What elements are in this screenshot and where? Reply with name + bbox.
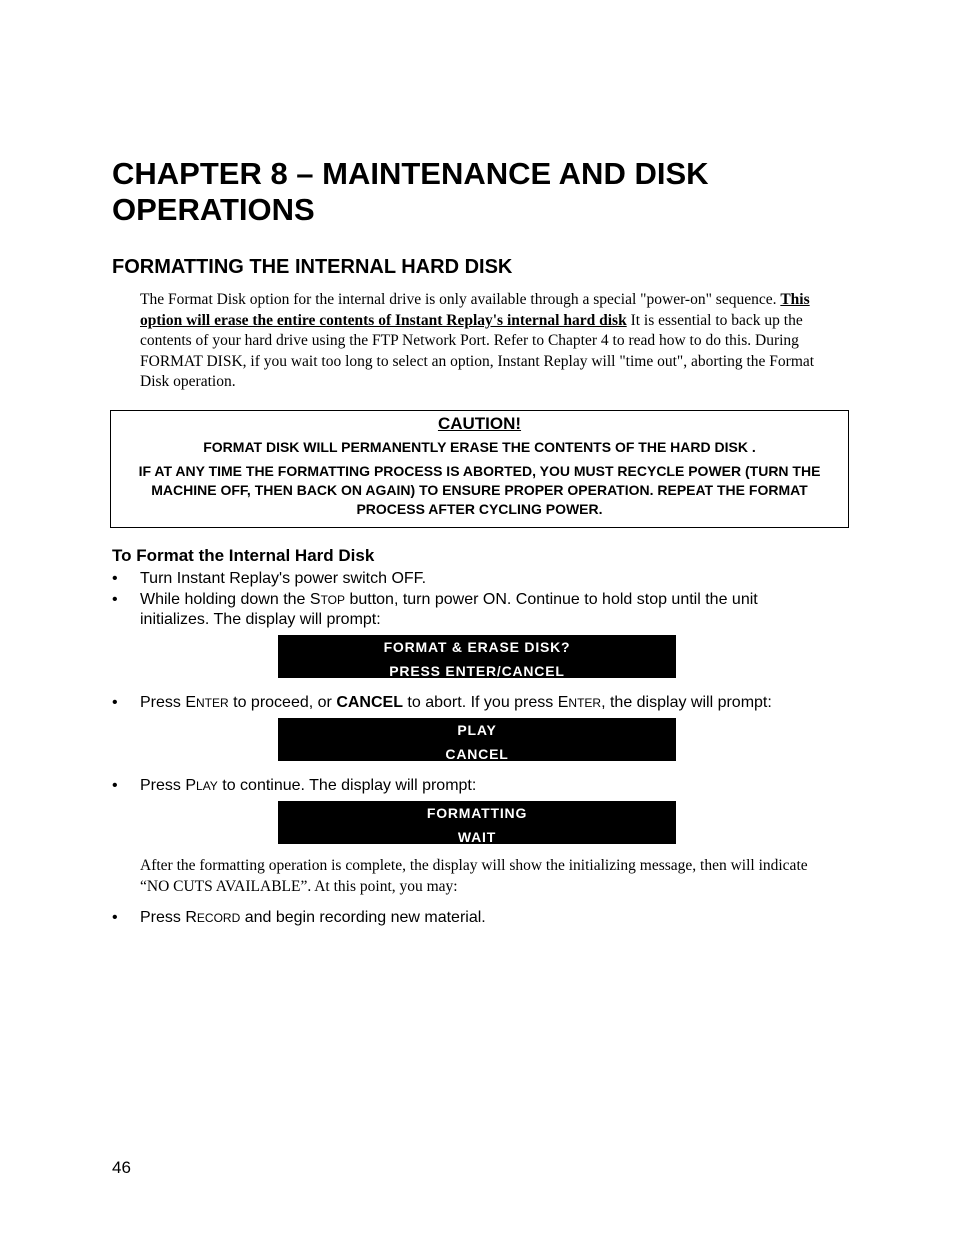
record-key-label: ECORD <box>196 911 241 925</box>
chapter-title: CHAPTER 8 – MAINTENANCE AND DISK OPERATIONS <box>112 156 709 227</box>
caution-recycle-warning: IF AT ANY TIME THE FORMATTING PROCESS IS ABORTED, YOU MUST RECYCLE POWER (TURN THE MACHINE OFF, THEN BACK ON AGAIN) TO ENSURE PROPER OPERATION. REPEAT THE FORMAT PROCESS AFTER CYCLING POWER. <box>138 463 821 517</box>
caution-erase-warning: FORMAT DISK WILL PERMANENTLY ERASE THE CONTENTS OF THE HARD DISK . <box>203 439 756 455</box>
caution-title: CAUTION! <box>437 414 522 433</box>
step2-post: button, turn power ON. Continue to hold stop until the unit initializes. The display will prompt: <box>140 591 758 628</box>
step5-text <box>140 908 830 928</box>
intro-paragraph <box>140 290 840 393</box>
bullet-icon: • <box>112 777 118 794</box>
lcd-display-format-prompt <box>278 635 676 678</box>
step4-pre: Press P <box>140 777 197 794</box>
bullet-icon: • <box>112 694 118 711</box>
bullet-icon: • <box>112 591 118 608</box>
step4-text <box>140 776 830 796</box>
page-number: 46 <box>112 1158 131 1177</box>
display-line-1: FORMATTING <box>426 805 528 821</box>
procedure-title: To Format the Internal Hard Disk <box>112 546 375 565</box>
step2-text <box>140 590 830 630</box>
step3-pre: Press E <box>140 694 197 711</box>
step1-text: Turn Instant Replay's power switch OFF. <box>140 570 427 587</box>
after-format-paragraph: After the formatting operation is complete, the display will show the initializing message, then will indicate “NO CUTS AVAILABLE”. At this point, you may: <box>140 857 808 895</box>
step3-mid2: to abort. If you press E <box>402 694 569 711</box>
lcd-display-play-cancel <box>278 718 676 761</box>
step3-text <box>140 693 830 713</box>
section-title: FORMATTING THE INTERNAL HARD DISK <box>112 256 513 278</box>
stop-key-label: TOP <box>320 593 346 607</box>
display-line-2: CANCEL <box>445 746 509 762</box>
bullet-icon: • <box>112 570 118 587</box>
step3-post: , the display will prompt: <box>601 694 772 711</box>
step5-pre: Press R <box>140 909 197 926</box>
enter-key-label-2: NTER <box>568 696 602 710</box>
intro-text-part1: The Format Disk option for the internal drive is only available through a special "power-on" sequence. <box>140 291 781 308</box>
cancel-key-label: CANCEL <box>336 694 403 711</box>
intro-text-part2: It is essential to back up the contents of your hard drive using the FTP Network Port. Refer to Chapter 4 to read how to do this. During FORMAT DISK, if you wait too long to select an option, Instant Replay will "time out", aborting the Format Disk operation. <box>140 311 815 390</box>
display-line-1: PLAY <box>457 722 497 738</box>
play-key-label: LAY <box>196 779 218 793</box>
display-line-2: PRESS ENTER/CANCEL <box>389 663 565 679</box>
intro-warning-emphasis: This option will erase the entire contents of Instant Replay's internal hard disk <box>140 291 810 329</box>
step3-mid1: to proceed, or <box>228 694 337 711</box>
enter-key-label: NTER <box>196 696 229 710</box>
display-line-2: WAIT <box>457 829 497 845</box>
bullet-icon: • <box>112 909 118 926</box>
lcd-display-formatting <box>278 801 676 844</box>
step2-pre: While holding down the S <box>140 591 321 608</box>
step5-post: and begin recording new material. <box>240 909 486 926</box>
display-line-1: FORMAT & ERASE DISK? <box>383 639 571 655</box>
step4-post: to continue. The display will prompt: <box>217 777 477 794</box>
caution-box <box>110 410 849 528</box>
